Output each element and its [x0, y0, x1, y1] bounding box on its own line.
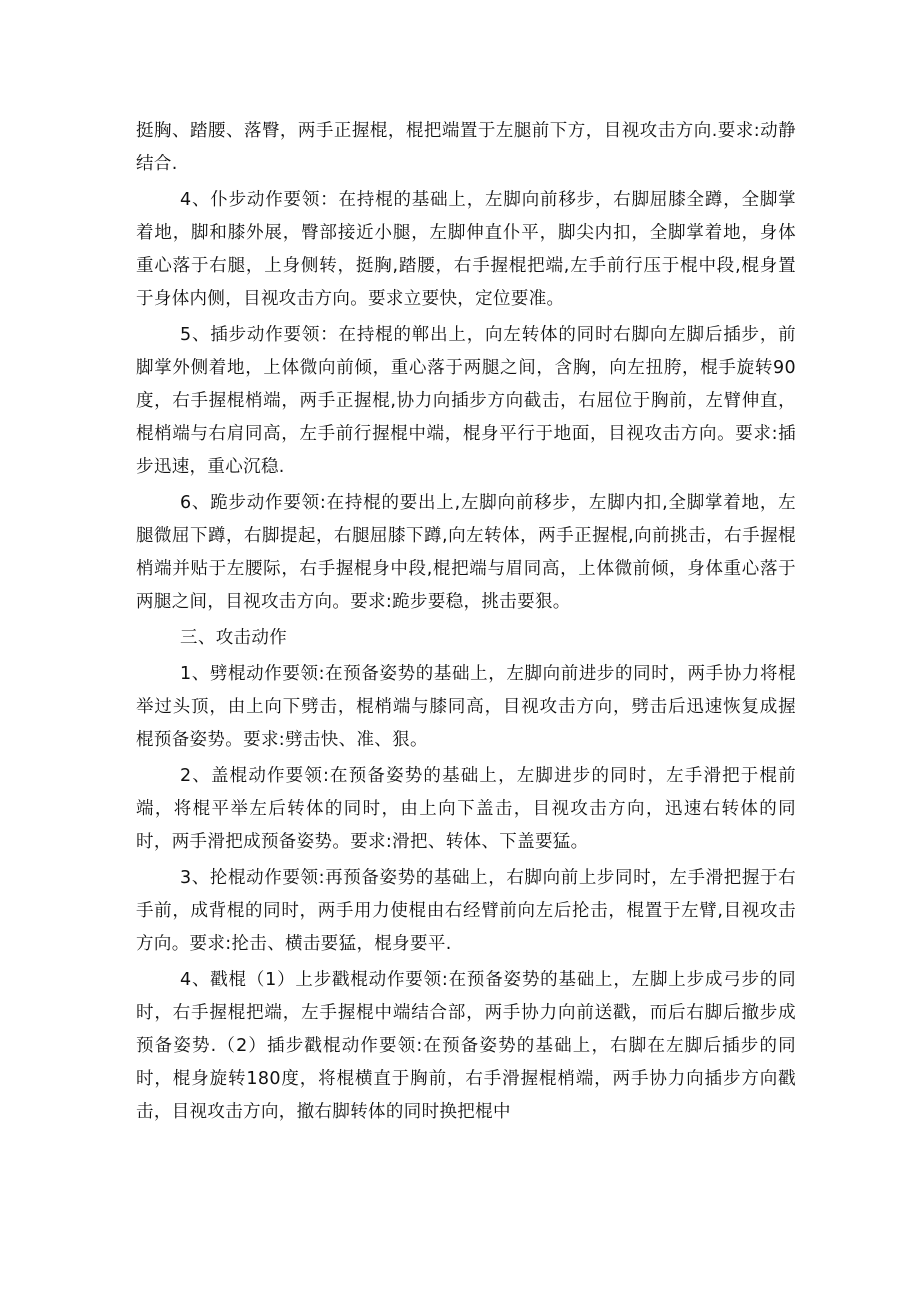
paragraph-cover-staff: 2、盖棍动作要领:在预备姿势的基础上，左脚进步的同时，左手滑把于棍前端，将棍平举左后转体的同时，由上向下盖击，目视攻击方向，迅速右转体的同时，两手滑把成预备姿势。要求:滑把、转体、下盖要猛。 [136, 766, 796, 852]
paragraph-cross-step: 5、插步动作要领：在持棍的郸出上，向左转体的同时右脚向左脚后插步，前脚掌外侧着地，上体微向前倾，重心落于两腿之间，含胸，向左扭胯，棍手旋转90度，右手握棍梢端，两手正握棍,协力向插步方向截击，右屈位于胸前，左臂伸直，棍梢端与右肩同高，左手前行握棍中端，棍身平行于地面，目视攻击方向。要求:插步迅速，重心沉稳. [136, 325, 796, 477]
paragraph-stance-requirement: 挺胸、踏腰、落臀，两手正握棍，棍把端置于左腿前下方，目视攻击方向.要求:动静结合. [136, 121, 796, 174]
paragraph-swing-staff: 3、抡棍动作要领:再预备姿势的基础上，右脚向前上步同时，左手滑把握于右手前，成背棍的同时，两手用力使棍由右经臂前向左后抡击，棍置于左臂,目视攻击方向。要求:抡击、横击要猛，棍身要平. [136, 868, 796, 954]
paragraph-crouch-step: 4、仆步动作要领：在持棍的基础上，左脚向前移步，右脚屈膝全蹲，全脚掌着地，脚和膝外展，臀部接近小腿，左脚伸直仆平，脚尖内扣，全脚掌着地，身体重心落于右腿，上身侧转，挺胸,踏腰，右手握棍把端,左手前行压于棍中段,棍身置于身体内侧，目视攻击方向。要求立要快，定位要准。 [136, 190, 796, 309]
document-body [136, 115, 796, 1132]
paragraph-chop-staff: 1、劈棍动作要领:在预备姿势的基础上，左脚向前进步的同时，两手协力将棍举过头顶，由上向下劈击，棍梢端与膝同高，目视攻击方向，劈击后迅速恢复成握棍预备姿势。要求:劈击快、准、狠。 [136, 664, 796, 750]
paragraph-kneel-step: 6、跪步动作要领:在持棍的要出上,左脚向前移步，左脚内扣,全脚掌着地，左腿微屈下蹲，右脚提起，右腿屈膝下蹲,向左转体，两手正握棍,向前挑击，右手握棍梢端并贴于左腰际，右手握棍身中段,棍把端与眉同高，上体微前倾，身体重心落于两腿之间，目视攻击方向。要求:跪步要稳，挑击要狠。 [136, 493, 796, 612]
section-heading-attack-moves: 三、攻击动作 [180, 628, 288, 648]
paragraph-thrust-staff: 4、戳棍（1）上步戳棍动作要领:在预备姿势的基础上，左脚上步成弓步的同时，右手握棍把端，左手握棍中端结合部，两手协力向前送戳，而后右脚后撤步成预备姿势.（2）插步戳棍动作要领:在预备姿势的基础上，右脚在左脚后插步的同时，棍身旋转180度，将棍横直于胸前，右手滑握棍梢端，两手协力向插步方向戳击，目视攻击方向，撤右脚转体的同时换把棍中 [136, 970, 796, 1122]
